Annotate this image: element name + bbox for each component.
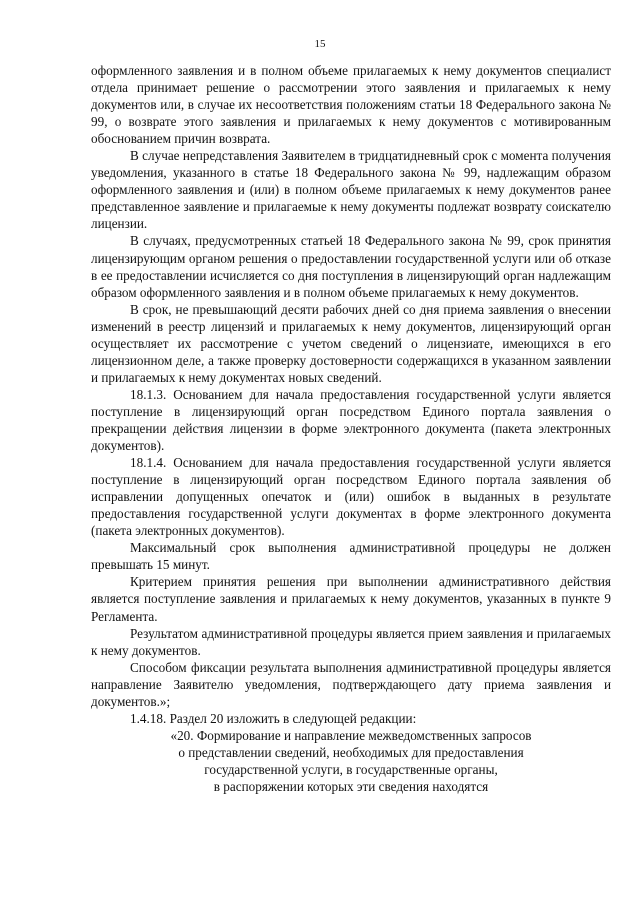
document-body [91,62,611,795]
paragraph-max-duration: Максимальный срок выполнения административной процедуры не должен превышать 15 минут. [91,540,611,573]
section-heading-line: о представлении сведений, необходимых для предоставления [178,744,524,760]
paragraph-18-1-3: 18.1.3. Основанием для начала предоставления государственной услуги является поступление в лицензирующий орган посредством Единого портала заявления о прекращении действия лицензии в форме электронного документа (пакета электронных документов). [91,386,611,454]
paragraph-return-documents: В случае непредставления Заявителем в тридцатидневный срок с момента получения уведомления, указанного в статье 18 Федерального закона № 99, надлежащим образом оформленного заявления и (или) в полном объеме прилагаемых к нему документов ранее представленное заявление и прилагаемые к нему документы подлежат возврату соискателю лицензии. [91,148,611,232]
section-heading-line: государственной услуги, в государственные органы, [204,761,498,777]
paragraph-decision-term: В случаях, предусмотренных статьей 18 Федерального закона № 99, срок принятия лицензирующим органом решения о предоставлении государственной услуги или об отказе в ее предоставлении исчисляется со дня поступления в лицензирующий орган надлежащим образом оформленного заявления и в полном объеме прилагаемых к нему документов. [91,233,611,300]
paragraph-registry-changes: В срок, не превышающий десяти рабочих дней со дня приема заявления о внесении изменений в реестр лицензий и прилагаемых к нему документов, лицензирующий орган осуществляет их рассмотрение с учетом сведений о лицензиате, имеющихся в его лицензионном деле, а также проверку достоверности содержащихся в указанном заявлении и прилагаемых к нему документах новых сведений. [91,301,611,385]
section-heading-line: «20. Формирование и направление межведомственных запросов [170,727,532,743]
paragraph-1-4-18: 1.4.18. Раздел 20 изложить в следующей редакции: [130,710,417,726]
paragraph-decision-criterion: Критерием принятия решения при выполнении административного действия является поступление заявления и прилагаемых к нему документов, указанных в пункте 9 Регламента. [91,574,611,624]
paragraph-continuation: оформленного заявления и в полном объеме прилагаемых к нему документов специалист отдела принимает решение о рассмотрении этого заявления и прилагаемых к нему документов или, в случае их несоответствия положениям статьи 18 Федерального закона № 99, о возврате этого заявления и прилагаемых к нему документов с мотивированным обоснованием причин возврата. [91,63,611,147]
paragraph-procedure-result: Результатом административной процедуры является прием заявления и прилагаемых к нему документов. [91,625,611,658]
section-heading-line: в распоряжении которых эти сведения находятся [213,778,489,794]
paragraph-fixation-method: Способом фиксации результата выполнения административной процедуры является направление Заявителю уведомления, подтверждающего дату приема заявления и документов.»; [91,659,611,709]
paragraph-18-1-4: 18.1.4. Основанием для начала предоставления государственной услуги является поступление в лицензирующий орган посредством Единого портала заявления об исправлении допущенных опечаток и (или) ошибок в выданных в результате предоставления государственной услуги документах в форме электронного документа (пакета электронных документов). [91,455,611,539]
page-number: 15 [314,38,326,50]
section-20-heading [91,727,611,795]
